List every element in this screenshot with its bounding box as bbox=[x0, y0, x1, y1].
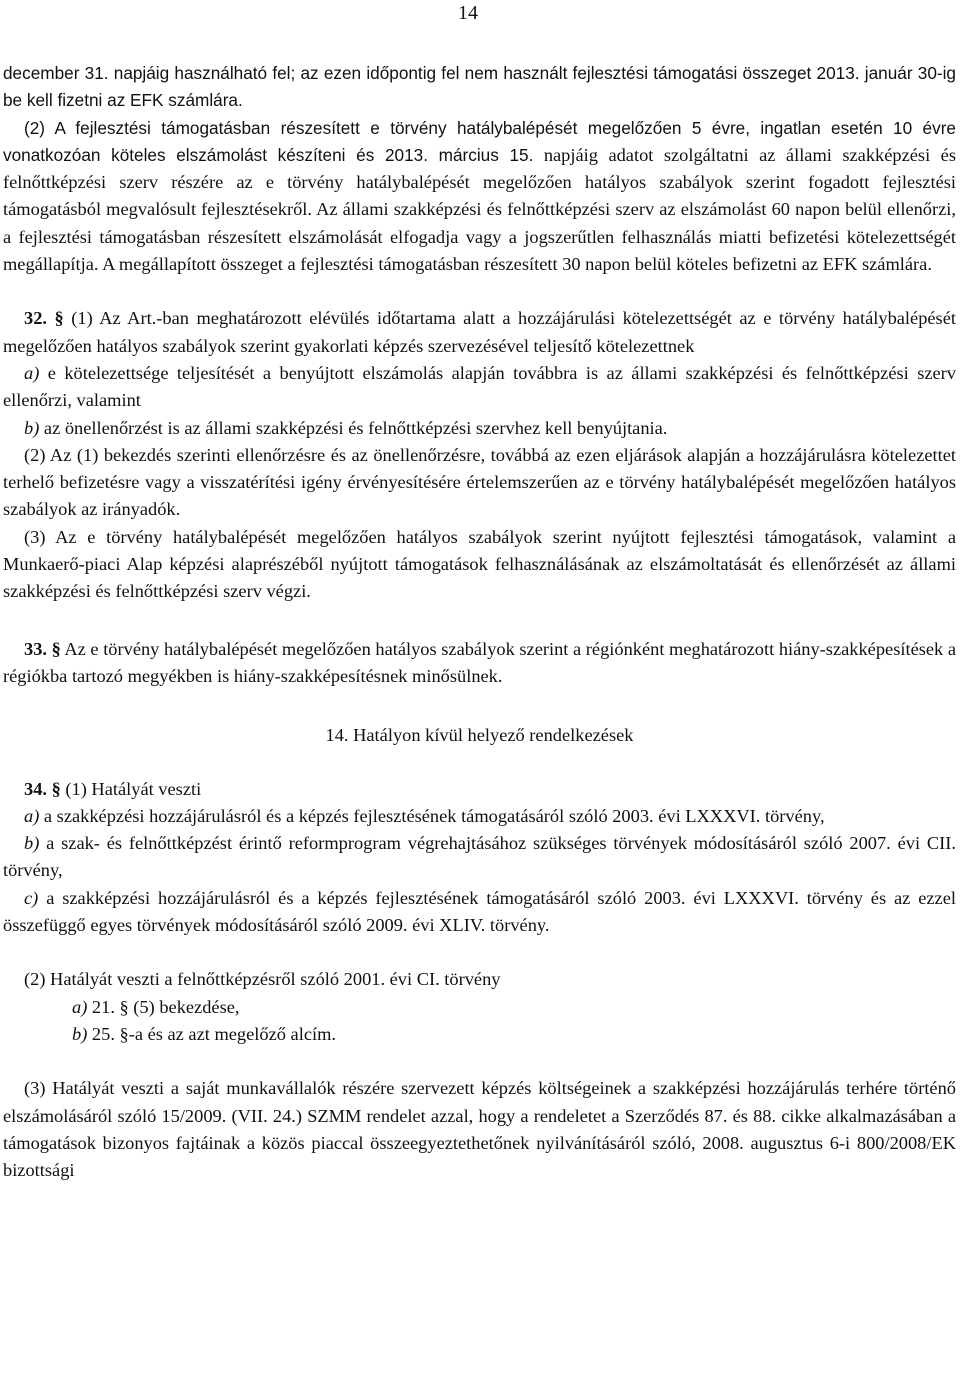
paragraph-31-2-rest: napjáig adatot szolgáltatni az állami szakképzési és felnőttképzési szerv részére az e törvény hatálybalépését megelőzően hatályos szabályok szerint fogadott fejlesztési támogatásból megvalósult fejlesztésekről. Az állami szakképzési és felnőttképzési szerv az elszámolást 60 napon belül ellenőrzi, a fejlesztési támogatásban részesített elszámolását elfogadja vagy a jogszerűtlen felhasználás miatti befizetési kötelezettségét megállapítja. A megállapított összeget a fejlesztési támogatásban részesített 30 napon belül köteles befizetni az EFK számlára. bbox=[3, 144, 956, 275]
item-label: b) bbox=[24, 833, 40, 854]
section-32-paragraph-2: (2) Az (1) bekezdés szerinti ellenőrzésre és az önellenőrzésre, továbbá az ezen eljárások alapján a hozzájárulásra kötelezettet terhelő befizetésre vagy a visszatérítési igény érvényesítésére értelemszerűen az e törvény hatálybalépését megelőzően hatályos szabályok az irányadók. bbox=[3, 444, 956, 520]
section-32-item-a bbox=[3, 360, 956, 415]
paragraph-continuation: december 31. napjáig használható fel; az ezen időpontig fel nem használt fejlesztési támogatási összeget 2013. január 30-ig be kell fizetni az EFK számlára. bbox=[3, 63, 956, 111]
section-34-intro-text: (1) Hatályát veszti bbox=[60, 778, 202, 799]
section-33 bbox=[3, 636, 956, 691]
section-34-number: 34. § bbox=[24, 778, 61, 799]
item-text: az önellenőrzést is az állami szakképzési és felnőttképzési szervhez kell benyújtania. bbox=[39, 417, 668, 438]
page-body bbox=[3, 60, 956, 1184]
item-text: e kötelezettsége teljesítését a benyújtott elszámolás alapján továbbra is az állami szakképzési és felnőttképzési szerv ellenőrzi, valamint bbox=[3, 362, 956, 411]
chapter-heading: 14. Hatályon kívül helyező rendelkezések bbox=[325, 725, 634, 746]
section-33-text: Az e törvény hatálybalépését megelőzően hatályos szabályok szerint a régiónként meghatározott hiány-szakképesítések a régiókba tartozó megyékben is hiány-szakképesítésnek minősülnek. bbox=[3, 638, 957, 686]
item-text: 25. §-a és az azt megelőző alcím. bbox=[87, 1023, 336, 1044]
item-label: b) bbox=[24, 417, 40, 438]
section-34-paragraph-2: (2) Hatályát veszti a felnőttképzésről szóló 2001. évi CI. törvény bbox=[24, 969, 501, 990]
section-32-number: 32. § bbox=[24, 308, 64, 329]
section-32-intro bbox=[3, 305, 956, 360]
item-label: a) bbox=[24, 805, 40, 826]
item-label: a) bbox=[24, 362, 40, 383]
section-34-item-b bbox=[3, 830, 956, 885]
item-text: a szakképzési hozzájárulásról és a képzés fejlesztésének támogatásáról szóló 2003. évi LXXXVI. törvény és az ezzel összefüggő egyes törvények módosításáról szóló 2009. évi XLIV. törvény. bbox=[3, 887, 956, 936]
section-34-paragraph-3: (3) Hatályát veszti a saját munkavállalók részére szervezett képzés költségeinek a szakképzési hozzájárulás terhére történő elszámolásáról szóló 15/2009. (VII. 24.) SZMM rendelet azzal, hogy a rendeletet a Szerződés 87. és 88. cikke alkalmazásában a támogatások bizonyos fajtáinak a közös piaccal összeegyeztethetőnek nyilvánításáról szóló, 2008. augusztus 6-i 800/2008/EK bizottsági bbox=[3, 1078, 956, 1181]
section-34-2-item-b bbox=[3, 1021, 956, 1048]
item-label: b) bbox=[72, 1023, 88, 1044]
section-32-item-b bbox=[3, 415, 956, 442]
section-34-item-a bbox=[3, 803, 956, 830]
item-label: c) bbox=[24, 887, 39, 908]
item-text: a szak- és felnőttképzést érintő reformprogram végrehajtásához szükséges törvények módosításáról szóló 2007. évi CII. törvény, bbox=[3, 833, 956, 881]
section-34-intro bbox=[3, 776, 956, 803]
item-text: 21. § (5) bekezdése, bbox=[87, 996, 240, 1017]
paragraph-31-2 bbox=[3, 115, 956, 279]
paragraph-31-2-start: (2) A fejlesztési támogatásban részesített e törvény hatálybalépését megelőzően 5 évre, ingatlan esetén 10 évre vonatkozóan köteles elszámolást készíteni és 2013. március 15. bbox=[3, 117, 956, 165]
section-34-item-c bbox=[3, 885, 956, 940]
section-32-paragraph-3: (3) Az e törvény hatálybalépését megelőzően hatályos szabályok szerint nyújtott fejlesztési támogatások, valamint a Munkaerő-piaci Alap képzési alaprészéből nyújtott támogatások felhasználásának az elszámoltatását és ellenőrzését az állami szakképzési és felnőttképzési szerv végzi. bbox=[3, 526, 956, 602]
page-number: 14 bbox=[458, 2, 478, 24]
section-33-number: 33. § bbox=[24, 638, 61, 659]
item-text: a szakképzési hozzájárulásról és a képzés fejlesztésének támogatásáról szóló 2003. évi LXXXVI. törvény, bbox=[39, 805, 825, 826]
section-32-intro-text: (1) Az Art.-ban meghatározott elévülés időtartama alatt a hozzájárulási kötelezettségét az e törvény hatálybalépését megelőzően hatályos szabályok szerint gyakorlati képzés szervezésével teljesítő kötelezettnek bbox=[3, 308, 956, 356]
item-label: a) bbox=[72, 996, 88, 1017]
section-34-2-item-a bbox=[3, 994, 956, 1021]
